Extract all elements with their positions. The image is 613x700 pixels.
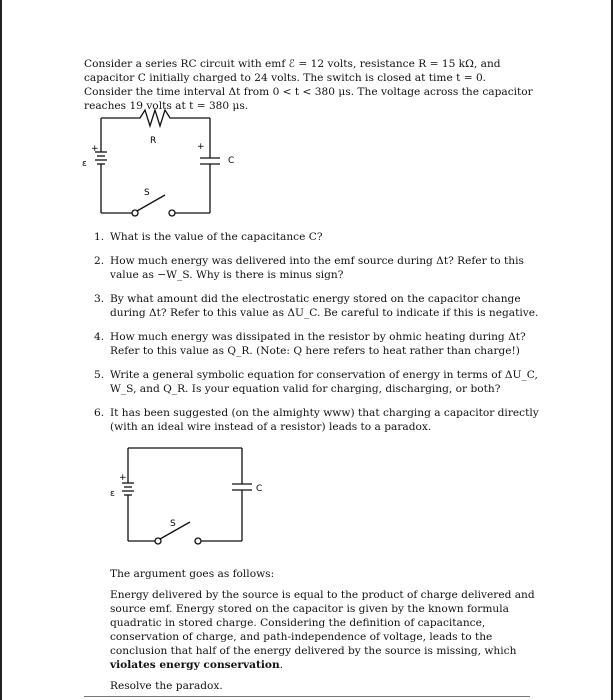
capacitor-label: C xyxy=(256,484,263,494)
intro-text: Consider a series RC circuit with emf ℰ = 12 volts, resistance R = 15 kΩ, and capacitor C initially charged to 24 volts. The switch is closed at time t = 0. Consider the time interval Δt from 0 < t < 380 μs. The voltage across the capacitor reaches 19 volts at t = 380 μs. xyxy=(84,58,533,112)
argument-body-text: Energy delivered by the source is equal to the product of charge delivered and source emf. Energy stored on the capacitor is given by the known formula quadratic in stored charge. Considering the definition of capacitance, conservation of charge, and path-independence of voltage, leads to the conclusion that half of the energy delivered by the source is missing, which xyxy=(110,589,535,657)
paradox-argument xyxy=(110,567,540,700)
question-number: 4. xyxy=(94,331,105,343)
question-item xyxy=(94,330,544,358)
emf-plus-label: + xyxy=(119,473,127,483)
direct-charging-circuit-diagram xyxy=(100,438,280,558)
argument-intro: The argument goes as follows: xyxy=(110,568,275,580)
emf-plus-label: + xyxy=(91,144,99,154)
question-number: 2. xyxy=(94,255,105,267)
question-text: How much energy was delivered into the emf source during Δt? Refer to this value as −W_S. Why is there is minus sign? xyxy=(110,255,524,281)
resistor-label: R xyxy=(150,136,157,146)
argument-task: Resolve the paradox. xyxy=(110,680,223,692)
question-list xyxy=(94,230,544,444)
rc-circuit-diagram xyxy=(70,100,250,225)
question-item xyxy=(94,254,544,282)
question-number: 5. xyxy=(94,369,105,381)
emf-label: ε xyxy=(82,159,87,169)
top-wire-resistor xyxy=(101,110,210,126)
switch-label: S xyxy=(170,519,176,529)
question-number: 1. xyxy=(94,231,105,243)
bottom-rule xyxy=(84,696,530,697)
argument-body-end: . xyxy=(279,659,284,671)
argument-emphasis: violates energy conservation xyxy=(110,659,280,671)
question-item xyxy=(94,406,544,434)
question-text: By what amount did the electrostatic energy stored on the capacitor change during Δt? Refer to this value as ΔU_C. Be careful to indicate if this is negative. xyxy=(110,293,539,319)
question-text: It has been suggested (on the almighty www) that charging a capacitor directly (with an ideal wire instead of a resistor) leads to a paradox. xyxy=(110,407,539,433)
switch-terminal-right xyxy=(169,210,175,216)
switch-terminal-right xyxy=(195,538,201,544)
argument-body xyxy=(110,588,540,672)
switch-blade xyxy=(137,195,165,211)
capacitor-plus-label: + xyxy=(197,142,205,152)
question-text: What is the value of the capacitance C? xyxy=(110,231,323,243)
question-number: 6. xyxy=(94,407,105,419)
question-text: How much energy was dissipated in the resistor by ohmic heating during Δt? Refer to this value as Q_R. (Note: Q here refers to heat rather than charge!) xyxy=(110,331,526,357)
question-item xyxy=(94,230,544,244)
capacitor-label: C xyxy=(228,156,235,166)
question-text: Write a general symbolic equation for conservation of energy in terms of ΔU_C, W_S, and Q_R. Is your equation valid for charging, discharging, or both? xyxy=(110,369,538,395)
question-number: 3. xyxy=(94,293,105,305)
question-item xyxy=(94,292,544,320)
emf-label: ε xyxy=(110,489,115,499)
page-border-left xyxy=(0,0,2,700)
question-item xyxy=(94,368,544,396)
switch-label: S xyxy=(144,188,150,198)
